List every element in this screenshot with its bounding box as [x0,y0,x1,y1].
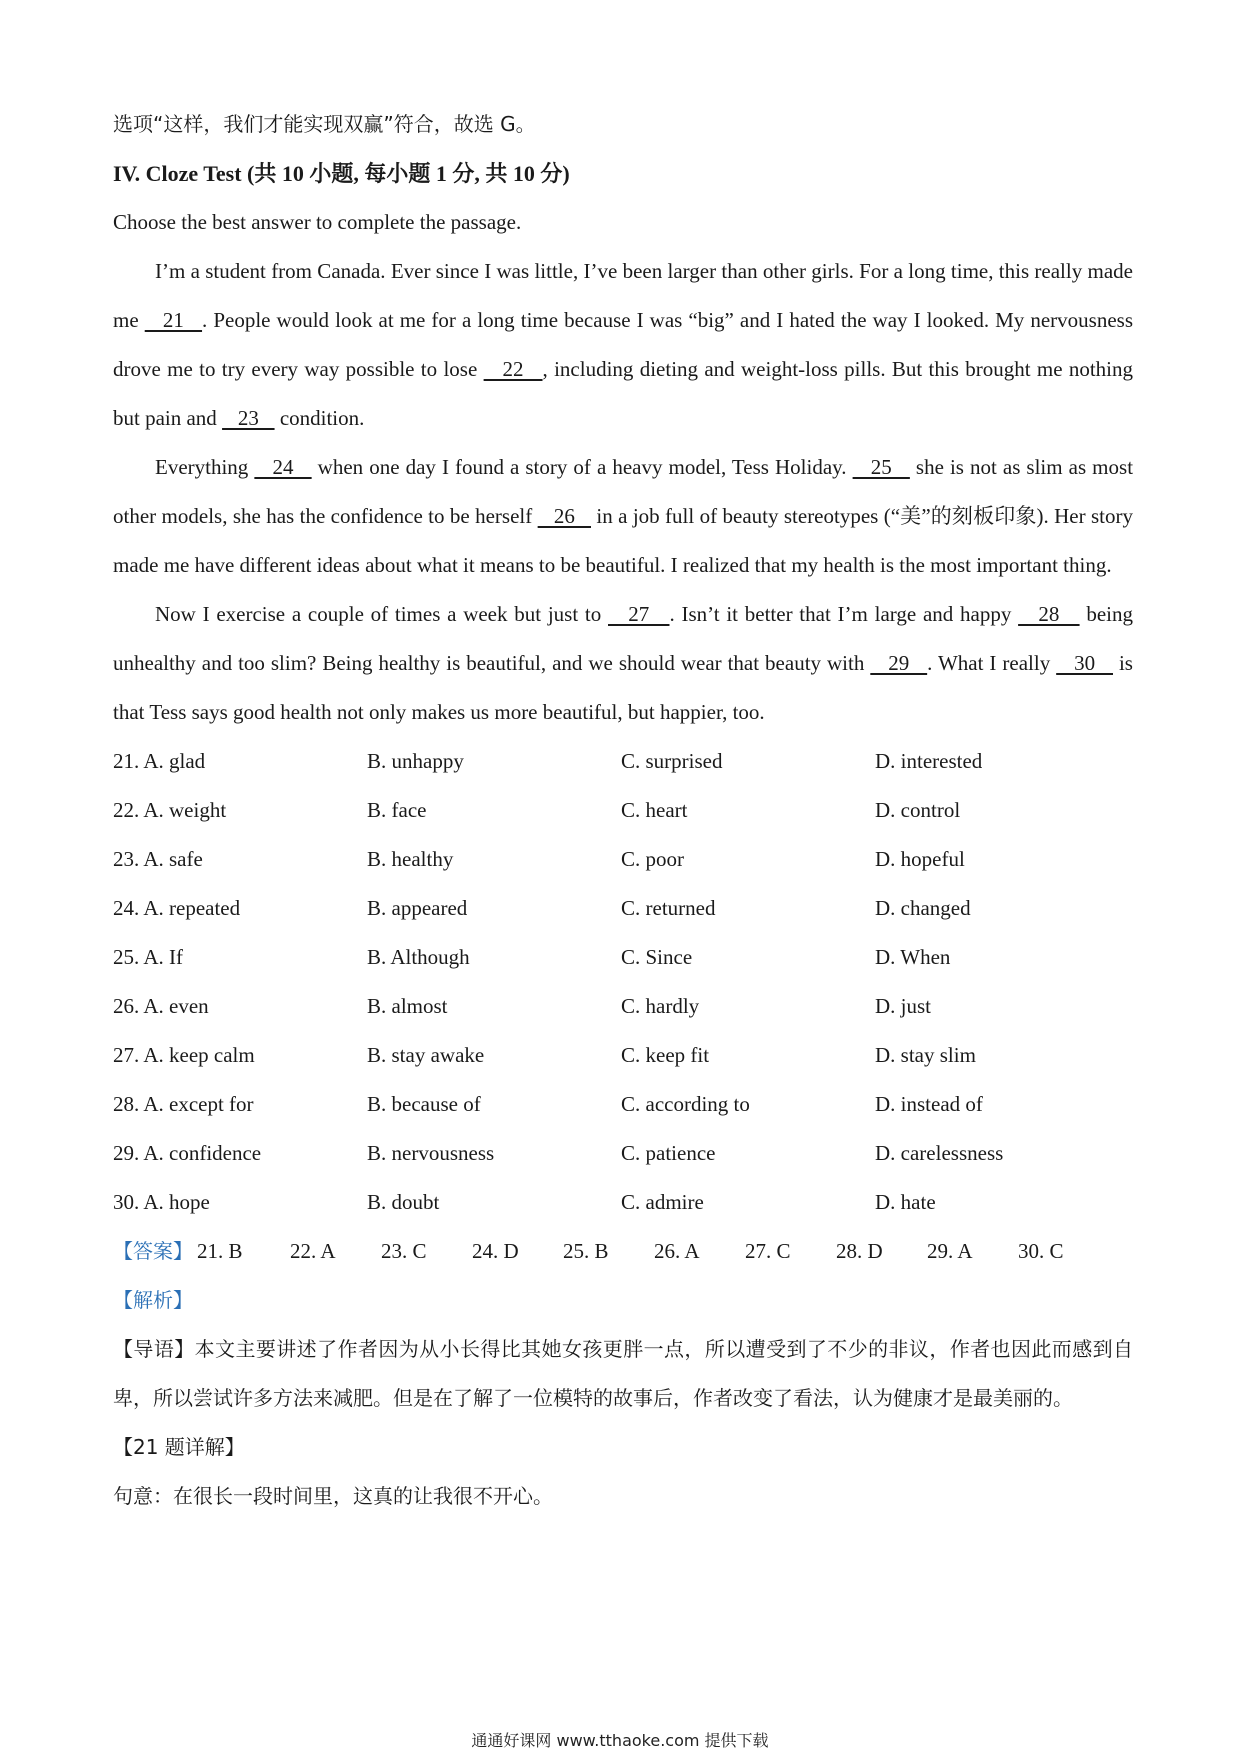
option-row [113,982,1133,1031]
intro-line: 选项“这样，我们才能实现双赢”符合，故选 G。 [113,112,536,136]
option-d: D. control [875,798,961,822]
option-b: B. face [367,798,427,822]
section-heading: IV. Cloze Test (共 10 小题, 每小题 1 分, 共 10 分) [113,161,570,186]
option-b: B. almost [367,994,448,1018]
passage-paragraph-3 [113,590,1133,737]
option-row [113,884,1133,933]
passage-text: condition. [274,406,365,430]
option-a: 23. A. safe [113,847,203,871]
analysis-label: 【解析】 [113,1288,193,1312]
option-c: C. heart [621,798,688,822]
passage-text: being unhealthy and too slim? Being healthy is beautiful, and we should wear that beauty with [113,602,1133,675]
option-row [113,1178,1133,1227]
option-d: D. instead of [875,1092,983,1116]
answer-item: 26. A [654,1239,700,1263]
passage-text: . Isn’t it better that I’m large and happy [669,602,1019,626]
document-page [113,100,1133,1521]
passage-text: Now I exercise a couple of times a week but just to [155,602,608,626]
option-d: D. just [875,994,932,1018]
passage-text: in a job full of beauty stereotypes (“美”的刻板印象). Her story made me have different ideas about what it means to be beautiful. I realized that my health is the most important thing. [113,504,1134,577]
option-c: C. Since [621,945,693,969]
option-a: 22. A. weight [113,798,227,822]
guide-label: 【导语】 [113,1337,195,1361]
option-row [113,1080,1133,1129]
option-row [113,1129,1133,1178]
option-c: C. hardly [621,994,700,1018]
q21-label: 【21 题详解】 [113,1435,245,1459]
blank-27: 27 [608,602,670,626]
option-d: D. When [875,945,951,969]
option-b: B. healthy [367,847,454,871]
passage-text: Everything [155,455,255,479]
option-b: B. nervousness [367,1141,495,1165]
blank-22: 22 [483,357,543,381]
option-b: B. appeared [367,896,468,920]
blank-24: 24 [254,455,312,479]
option-c: C. returned [621,896,716,920]
answer-item: 23. C [381,1239,427,1263]
option-b: B. because of [367,1092,481,1116]
page-footer: 通通好课网 www.tthaoke.com 提供下载 [471,1731,769,1750]
answer-item: 30. C [1018,1239,1064,1263]
blank-26: 26 [537,504,591,528]
option-c: C. keep fit [621,1043,710,1067]
option-b: B. stay awake [367,1043,485,1067]
option-a: 27. A. keep calm [113,1043,255,1067]
option-a: 26. A. even [113,994,209,1018]
answer-item: 21. B [197,1239,243,1263]
answer-row [113,1227,1133,1276]
guide-text: 本文主要讲述了作者因为从小长得比其她女孩更胖一点，所以遭受到了不少的非议，作者也因此而感到自卑，所以尝试许多方法来减肥。但是在了解了一位模特的故事后，作者改变了看法，认为健康才是最美丽的。 [113,1337,1134,1410]
options-list [113,737,1133,1227]
option-d: D. stay slim [875,1043,976,1067]
option-c: C. surprised [621,749,723,773]
blank-23: 23 [222,406,275,430]
passage-paragraph-1 [113,247,1133,443]
passage-text: she is not as slim as most other models, she has the confidence to be herself [113,455,1134,528]
answer-item: 28. D [836,1239,883,1263]
option-a: 25. A. If [113,945,183,969]
option-a: 29. A. confidence [113,1141,262,1165]
option-d: D. changed [875,896,971,920]
option-row [113,1031,1133,1080]
option-b: B. unhappy [367,749,464,773]
option-b: B. Although [367,945,470,969]
passage-text: , including dieting and weight-loss pills. But this brought me nothing but pain and [113,357,1133,430]
option-a: 28. A. except for [113,1092,254,1116]
answer-item: 29. A [927,1239,973,1263]
q21-text: 句意：在很长一段时间里，这真的让我很不开心。 [113,1484,553,1508]
blank-25: 25 [852,455,910,479]
passage-paragraph-2 [113,443,1133,590]
passage-text: . People would look at me for a long time because I was “big” and I hated the way I looked. My nervousness drove me to try every way possible to lose [113,308,1133,381]
option-c: C. admire [621,1190,704,1214]
option-a: 30. A. hope [113,1190,210,1214]
option-a: 24. A. repeated [113,896,241,920]
blank-21: 21 [144,308,203,332]
option-d: D. hate [875,1190,936,1214]
passage-text: is that Tess says good health not only makes us more beautiful, but happier, too. [113,651,1133,724]
blank-28: 28 [1018,602,1080,626]
option-c: C. patience [621,1141,716,1165]
option-row [113,835,1133,884]
option-d: D. hopeful [875,847,965,871]
passage-text: . What I really [927,651,1057,675]
option-c: C. poor [621,847,684,871]
answer-label: 【答案】 [113,1239,193,1263]
option-b: B. doubt [367,1190,440,1214]
answer-item: 27. C [745,1239,791,1263]
passage-text: I’m a student from Canada. Ever since I was little, I’ve been larger than other girls. For a long time, this really made me [113,259,1133,332]
blank-30: 30 [1056,651,1113,675]
guide-paragraph [113,1325,1133,1423]
option-row [113,933,1133,982]
answer-item: 22. A [290,1239,336,1263]
option-row [113,786,1133,835]
answer-item: 24. D [472,1239,519,1263]
option-row [113,737,1133,786]
option-c: C. according to [621,1092,750,1116]
instruction: Choose the best answer to complete the passage. [113,210,522,234]
option-d: D. carelessness [875,1141,1004,1165]
blank-29: 29 [870,651,928,675]
option-a: 21. A. glad [113,749,206,773]
passage-text: when one day I found a story of a heavy model, Tess Holiday. [311,455,853,479]
option-d: D. interested [875,749,983,773]
answer-item: 25. B [563,1239,609,1263]
